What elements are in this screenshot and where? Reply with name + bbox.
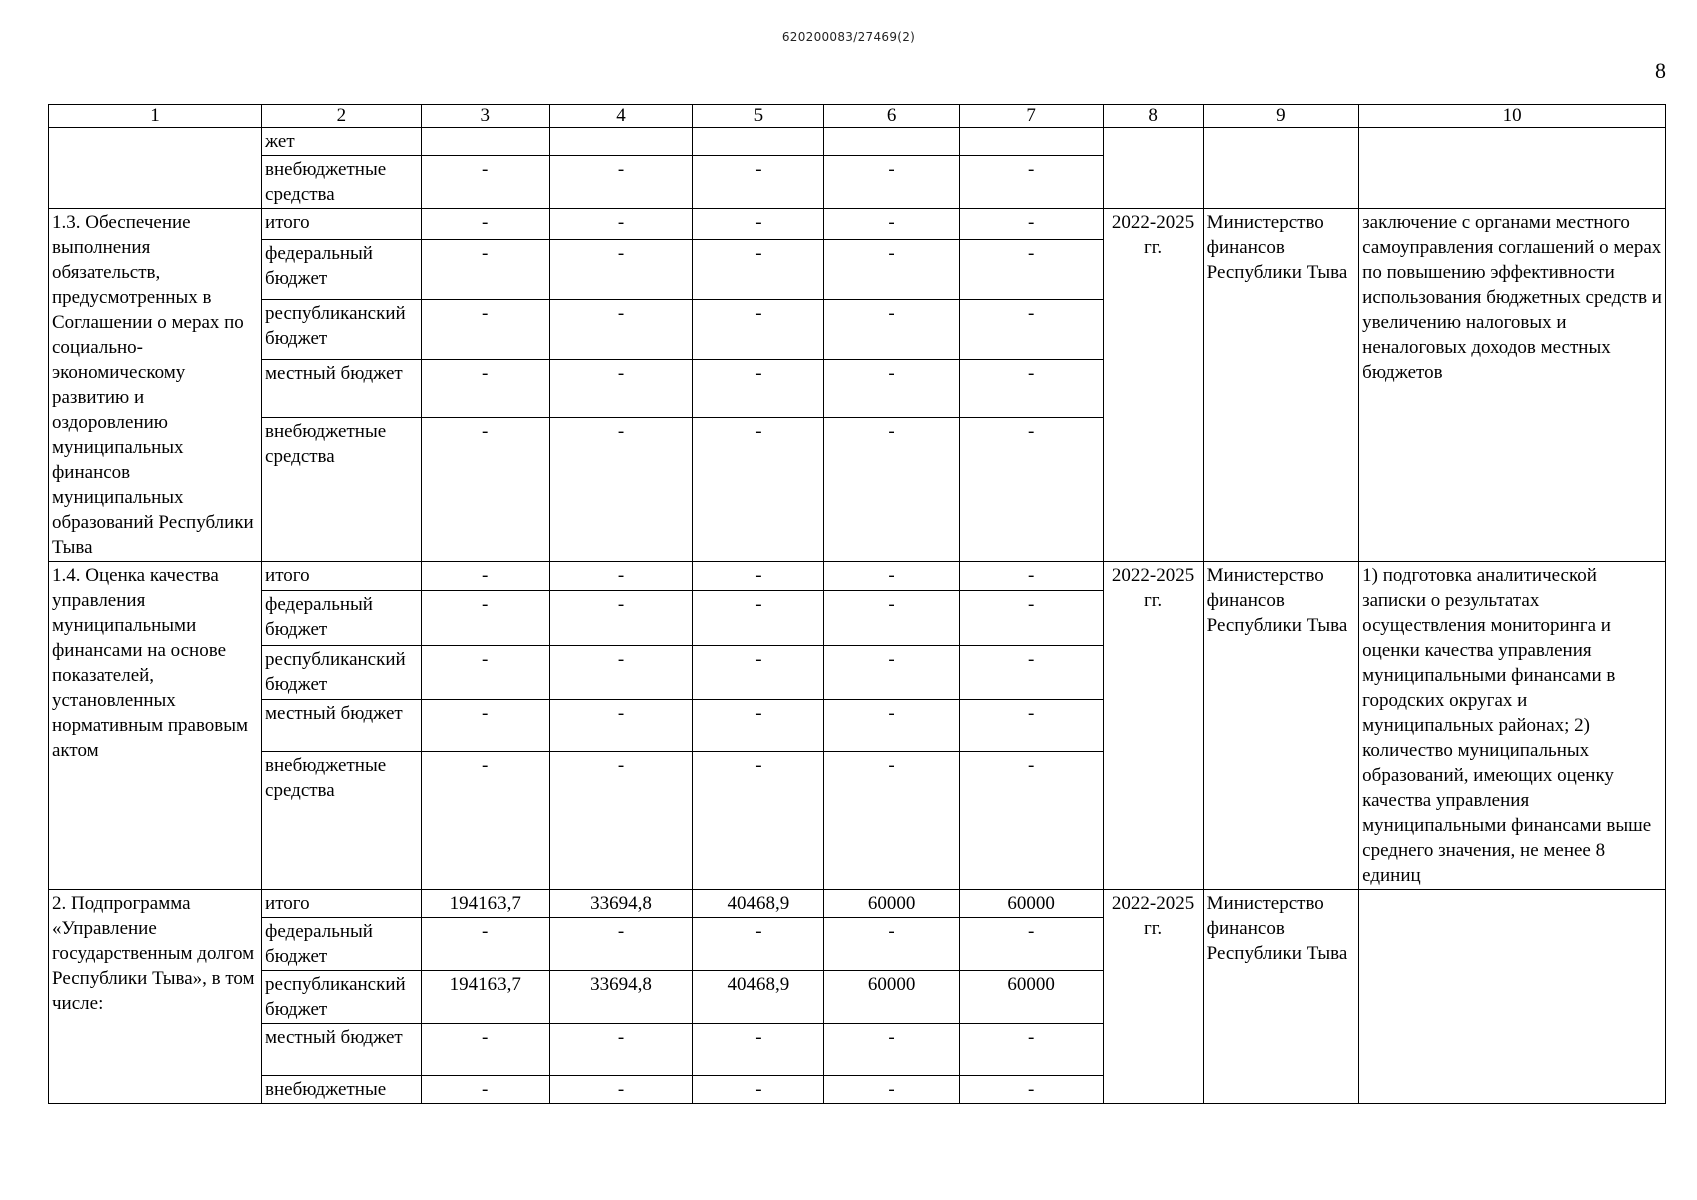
funding-source: итого [262,890,422,918]
funding-source: внебюджетные [262,1076,422,1104]
value-cell: - [549,562,693,591]
value-cell: - [693,156,824,209]
value-cell: - [959,418,1103,562]
value-cell: - [421,590,549,645]
executor-cell: Министерство финансов Республики Тыва [1203,890,1359,1104]
value-cell: - [824,918,959,971]
funding-source: внебюджетные средства [262,418,422,562]
value-cell: - [421,645,549,700]
table-row [49,128,1666,156]
budget-table [48,104,1666,1104]
header-cell: 8 [1103,105,1203,128]
funding-source: местный бюджет [262,700,422,752]
header-cell: 7 [959,105,1103,128]
value-cell: - [549,300,693,360]
period-cell: 2022-2025 гг. [1103,562,1203,890]
value-cell: - [693,700,824,752]
result-cell: заключение с органами местного самоуправления соглашений о мерах по повышению эффективности использования бюджетных средств и увеличению налоговых и неналоговых доходов местных бюджетов [1359,209,1666,562]
header-cell: 2 [262,105,422,128]
value-cell: - [693,590,824,645]
value-cell: - [549,751,693,889]
value-cell: 194163,7 [421,971,549,1024]
value-cell: - [959,562,1103,591]
header-cell: 6 [824,105,959,128]
value-cell: 40468,9 [693,890,824,918]
value-cell: - [421,1024,549,1076]
header-row [49,105,1666,128]
value-cell: - [549,1076,693,1104]
value-cell: - [959,590,1103,645]
funding-source: итого [262,209,422,240]
value-cell: - [421,156,549,209]
value-cell: 40468,9 [693,971,824,1024]
value-cell: - [693,918,824,971]
funding-source: федеральный бюджет [262,590,422,645]
value-cell: - [421,359,549,417]
value-cell: - [959,300,1103,360]
value-cell: - [549,918,693,971]
value-cell: - [959,918,1103,971]
value-cell: - [959,700,1103,752]
section-title: 2. Подпрограмма «Управление государственным долгом Республики Тыва», в том числе: [49,890,262,1104]
period-cell: 2022-2025 гг. [1103,890,1203,1104]
value-cell: - [693,1024,824,1076]
funding-source: республиканский бюджет [262,645,422,700]
value-cell: 60000 [824,971,959,1024]
header-cell: 3 [421,105,549,128]
executor-cell: Министерство финансов Республики Тыва [1203,209,1359,562]
value-cell: - [693,359,824,417]
value-cell: - [421,918,549,971]
value-cell: - [824,156,959,209]
value-cell: - [824,645,959,700]
value-cell: - [693,562,824,591]
value-cell: - [421,240,549,300]
value-cell: - [959,1024,1103,1076]
executor-cell: Министерство финансов Республики Тыва [1203,562,1359,890]
value-cell [421,128,549,156]
value-cell: 33694,8 [549,971,693,1024]
value-cell: - [693,240,824,300]
value-cell: - [421,1076,549,1104]
value-cell: - [421,418,549,562]
funding-source: республиканский бюджет [262,971,422,1024]
value-cell: - [824,590,959,645]
value-cell: - [824,562,959,591]
value-cell: - [693,1076,824,1104]
result-cell: 1) подготовка аналитической записки о результатах осуществления мониторинга и оценки качества управления муниципальными финансами в городских округах и муниципальных районах; 2) количество муниципальных образований, имеющих оценку качества управления муниципальными финансами выше среднего значения, не менее 8 единиц [1359,562,1666,890]
value-cell: - [824,700,959,752]
value-cell [693,128,824,156]
funding-source: внебюджетные средства [262,751,422,889]
value-cell: - [549,156,693,209]
funding-source: федеральный бюджет [262,918,422,971]
value-cell: - [824,1024,959,1076]
funding-source: федеральный бюджет [262,240,422,300]
section-title: 1.3. Обеспечение выполнения обязательств, предусмотренных в Соглашении о мерах по социально-экономическому развитию и оздоровлению муниципальных финансов муниципальных образований Республики Тыва [49,209,262,562]
value-cell: - [959,359,1103,417]
value-cell [549,128,693,156]
funding-source: внебюджетные средства [262,156,422,209]
value-cell: - [824,751,959,889]
continued-result-cell [1359,128,1666,209]
header-cell: 10 [1359,105,1666,128]
value-cell: - [549,1024,693,1076]
funding-source: жет [262,128,422,156]
section-title: 1.4. Оценка качества управления муниципальными финансами на основе показателей, установленных нормативным правовым актом [49,562,262,890]
period-cell: 2022-2025 гг. [1103,209,1203,562]
value-cell: - [549,645,693,700]
value-cell: - [824,209,959,240]
value-cell: 194163,7 [421,890,549,918]
value-cell: - [549,359,693,417]
value-cell: - [421,300,549,360]
page-number: 8 [1655,58,1666,83]
table-row [49,890,1666,918]
header-cell: 5 [693,105,824,128]
value-cell: - [693,418,824,562]
continued-title-cell [49,128,262,209]
header-cell: 1 [49,105,262,128]
value-cell: - [693,645,824,700]
value-cell: - [824,359,959,417]
header-cell: 4 [549,105,693,128]
table-row [49,562,1666,591]
value-cell: - [421,700,549,752]
funding-source: республиканский бюджет [262,300,422,360]
value-cell: - [959,156,1103,209]
value-cell: - [549,240,693,300]
value-cell: 60000 [824,890,959,918]
continued-executor-cell [1203,128,1359,209]
value-cell: - [824,240,959,300]
result-cell [1359,890,1666,1104]
value-cell: - [549,700,693,752]
value-cell: - [959,645,1103,700]
value-cell: - [959,1076,1103,1104]
header-cell: 9 [1203,105,1359,128]
value-cell: - [421,209,549,240]
continued-period-cell [1103,128,1203,209]
value-cell: - [693,751,824,889]
table-row [49,209,1666,240]
value-cell: 60000 [959,971,1103,1024]
document-id: 620200083/27469(2) [781,30,916,44]
funding-source: местный бюджет [262,359,422,417]
value-cell: - [959,240,1103,300]
value-cell: - [959,209,1103,240]
value-cell: - [549,590,693,645]
value-cell: - [693,209,824,240]
funding-source: итого [262,562,422,591]
value-cell: 33694,8 [549,890,693,918]
value-cell: - [824,300,959,360]
funding-source: местный бюджет [262,1024,422,1076]
value-cell: - [421,751,549,889]
value-cell: - [421,562,549,591]
value-cell [959,128,1103,156]
value-cell: - [693,300,824,360]
value-cell [824,128,959,156]
value-cell: 60000 [959,890,1103,918]
value-cell: - [824,418,959,562]
value-cell: - [824,1076,959,1104]
value-cell: - [959,751,1103,889]
value-cell: - [549,209,693,240]
value-cell: - [549,418,693,562]
